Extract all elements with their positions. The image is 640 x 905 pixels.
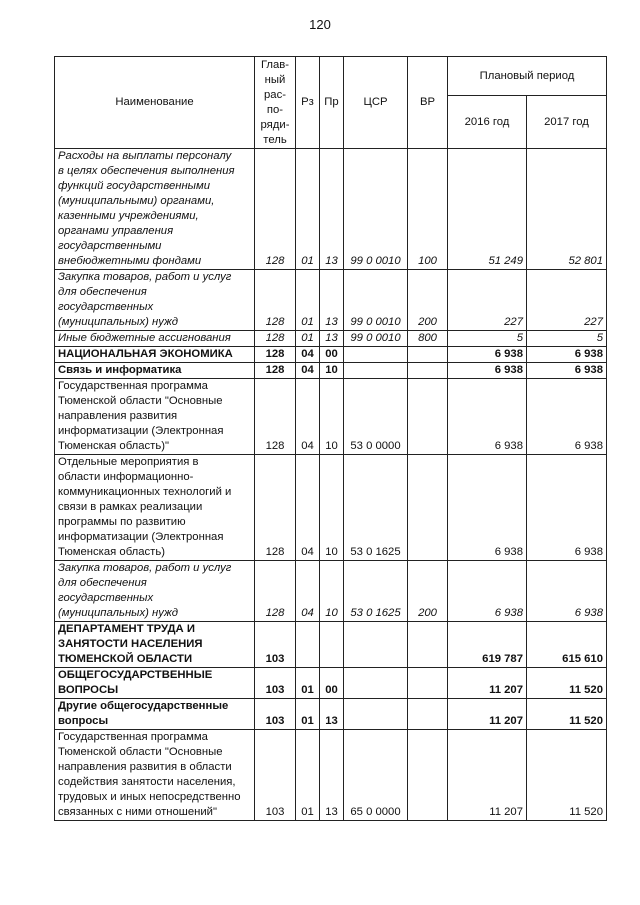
- cell-y2016: 11 207: [448, 730, 527, 821]
- cell-vr: [408, 379, 448, 455]
- table-row: [55, 668, 607, 699]
- table-row: [55, 347, 607, 363]
- cell-pr: 10: [320, 561, 344, 622]
- cell-csr: [344, 622, 408, 668]
- cell-rz: [296, 622, 320, 668]
- cell-pr: 13: [320, 149, 344, 270]
- cell-name: Расходы на выплаты персоналу в целях обеспечения выполнения функций государственными (муниципальными) органами, казенными учреждениями, органами управления государственными внебюджетными фондами: [55, 149, 255, 270]
- cell-name: Государственная программа Тюменской области "Основные направления развития в области содействия занятости населения, трудовых и иных непосредственно связанных с ними отношений": [55, 730, 255, 821]
- cell-rz: 04: [296, 363, 320, 379]
- cell-y2016: 51 249: [448, 149, 527, 270]
- cell-pr: 13: [320, 270, 344, 331]
- cell-rz: 04: [296, 347, 320, 363]
- cell-y2017: 6 938: [527, 363, 607, 379]
- cell-y2017: 11 520: [527, 699, 607, 730]
- cell-pr: 10: [320, 363, 344, 379]
- header-pr: Пр: [320, 57, 344, 149]
- cell-name: ДЕПАРТАМЕНТ ТРУДА И ЗАНЯТОСТИ НАСЕЛЕНИЯ ТЮМЕНСКОЙ ОБЛАСТИ: [55, 622, 255, 668]
- cell-y2016: 11 207: [448, 668, 527, 699]
- cell-chief: 128: [255, 149, 296, 270]
- cell-vr: [408, 363, 448, 379]
- cell-vr: [408, 622, 448, 668]
- cell-chief: 103: [255, 668, 296, 699]
- cell-vr: [408, 455, 448, 561]
- cell-csr: 53 0 0000: [344, 379, 408, 455]
- cell-chief: 128: [255, 455, 296, 561]
- cell-y2017: 227: [527, 270, 607, 331]
- table-row: [55, 363, 607, 379]
- cell-csr: 53 0 1625: [344, 561, 408, 622]
- cell-rz: 01: [296, 149, 320, 270]
- cell-vr: [408, 730, 448, 821]
- cell-csr: [344, 699, 408, 730]
- cell-csr: [344, 347, 408, 363]
- table-row: [55, 730, 607, 821]
- cell-y2017: 11 520: [527, 668, 607, 699]
- header-plan-period: Плановый период: [448, 57, 607, 96]
- cell-chief: 103: [255, 699, 296, 730]
- cell-pr: 10: [320, 379, 344, 455]
- cell-name: Государственная программа Тюменской области "Основные направления развития информатизации (Электронная Тюменская область)": [55, 379, 255, 455]
- cell-y2017: 615 610: [527, 622, 607, 668]
- cell-y2017: 5: [527, 331, 607, 347]
- cell-y2017: 6 938: [527, 455, 607, 561]
- header-2017: 2017 год: [527, 96, 607, 149]
- cell-chief: 103: [255, 622, 296, 668]
- cell-y2016: 11 207: [448, 699, 527, 730]
- table-row: [55, 379, 607, 455]
- table-row: [55, 699, 607, 730]
- cell-vr: [408, 347, 448, 363]
- cell-name: Закупка товаров, работ и услуг для обеспечения государственных (муниципальных) нужд: [55, 270, 255, 331]
- cell-rz: 01: [296, 331, 320, 347]
- table-row: [55, 149, 607, 270]
- cell-vr: 200: [408, 561, 448, 622]
- cell-vr: 200: [408, 270, 448, 331]
- cell-csr: 99 0 0010: [344, 149, 408, 270]
- header-chief: Глав- ный рас- по- ряди- тель: [255, 57, 296, 149]
- cell-y2016: 619 787: [448, 622, 527, 668]
- header-vr: ВР: [408, 57, 448, 149]
- cell-y2016: 227: [448, 270, 527, 331]
- cell-csr: 99 0 0010: [344, 270, 408, 331]
- table-row: [55, 455, 607, 561]
- cell-csr: 99 0 0010: [344, 331, 408, 347]
- page-number: 120: [309, 17, 331, 32]
- cell-chief: 128: [255, 363, 296, 379]
- cell-rz: 01: [296, 730, 320, 821]
- cell-pr: 13: [320, 699, 344, 730]
- cell-rz: 01: [296, 668, 320, 699]
- cell-y2017: 6 938: [527, 379, 607, 455]
- cell-y2016: 6 938: [448, 363, 527, 379]
- cell-chief: 103: [255, 730, 296, 821]
- table-row: [55, 331, 607, 347]
- cell-y2017: 52 801: [527, 149, 607, 270]
- cell-rz: 01: [296, 699, 320, 730]
- header-2016: 2016 год: [448, 96, 527, 149]
- table-row: [55, 561, 607, 622]
- cell-pr: 00: [320, 347, 344, 363]
- cell-name: Закупка товаров, работ и услуг для обеспечения государственных (муниципальных) нужд: [55, 561, 255, 622]
- table-row: [55, 270, 607, 331]
- cell-chief: 128: [255, 331, 296, 347]
- cell-chief: 128: [255, 347, 296, 363]
- cell-name: Отдельные мероприятия в области информационно- коммуникационных технологий и связи в рамках реализации программы по развитию информатизации (Электронная Тюменская область): [55, 455, 255, 561]
- cell-y2016: 6 938: [448, 379, 527, 455]
- cell-chief: 128: [255, 561, 296, 622]
- cell-name: Другие общегосударственные вопросы: [55, 699, 255, 730]
- cell-rz: 04: [296, 455, 320, 561]
- cell-csr: 53 0 1625: [344, 455, 408, 561]
- header-name: Наименование: [55, 57, 255, 149]
- cell-pr: [320, 622, 344, 668]
- cell-vr: [408, 668, 448, 699]
- cell-name: ОБЩЕГОСУДАРСТВЕННЫЕ ВОПРОСЫ: [55, 668, 255, 699]
- cell-csr: [344, 363, 408, 379]
- header-csr: ЦСР: [344, 57, 408, 149]
- cell-y2016: 6 938: [448, 455, 527, 561]
- cell-vr: 100: [408, 149, 448, 270]
- cell-rz: 04: [296, 379, 320, 455]
- cell-chief: 128: [255, 270, 296, 331]
- cell-rz: 04: [296, 561, 320, 622]
- cell-vr: [408, 699, 448, 730]
- cell-pr: 13: [320, 331, 344, 347]
- cell-y2017: 6 938: [527, 347, 607, 363]
- header-rz: Рз: [296, 57, 320, 149]
- cell-y2016: 6 938: [448, 347, 527, 363]
- cell-y2016: 6 938: [448, 561, 527, 622]
- cell-name: НАЦИОНАЛЬНАЯ ЭКОНОМИКА: [55, 347, 255, 363]
- cell-y2016: 5: [448, 331, 527, 347]
- cell-y2017: 6 938: [527, 561, 607, 622]
- budget-table: [54, 56, 607, 821]
- cell-chief: 128: [255, 379, 296, 455]
- table-row: [55, 622, 607, 668]
- cell-pr: 13: [320, 730, 344, 821]
- cell-name: Связь и информатика: [55, 363, 255, 379]
- cell-pr: 10: [320, 455, 344, 561]
- cell-y2017: 11 520: [527, 730, 607, 821]
- cell-rz: 01: [296, 270, 320, 331]
- cell-name: Иные бюджетные ассигнования: [55, 331, 255, 347]
- cell-csr: [344, 668, 408, 699]
- cell-csr: 65 0 0000: [344, 730, 408, 821]
- cell-vr: 800: [408, 331, 448, 347]
- cell-pr: 00: [320, 668, 344, 699]
